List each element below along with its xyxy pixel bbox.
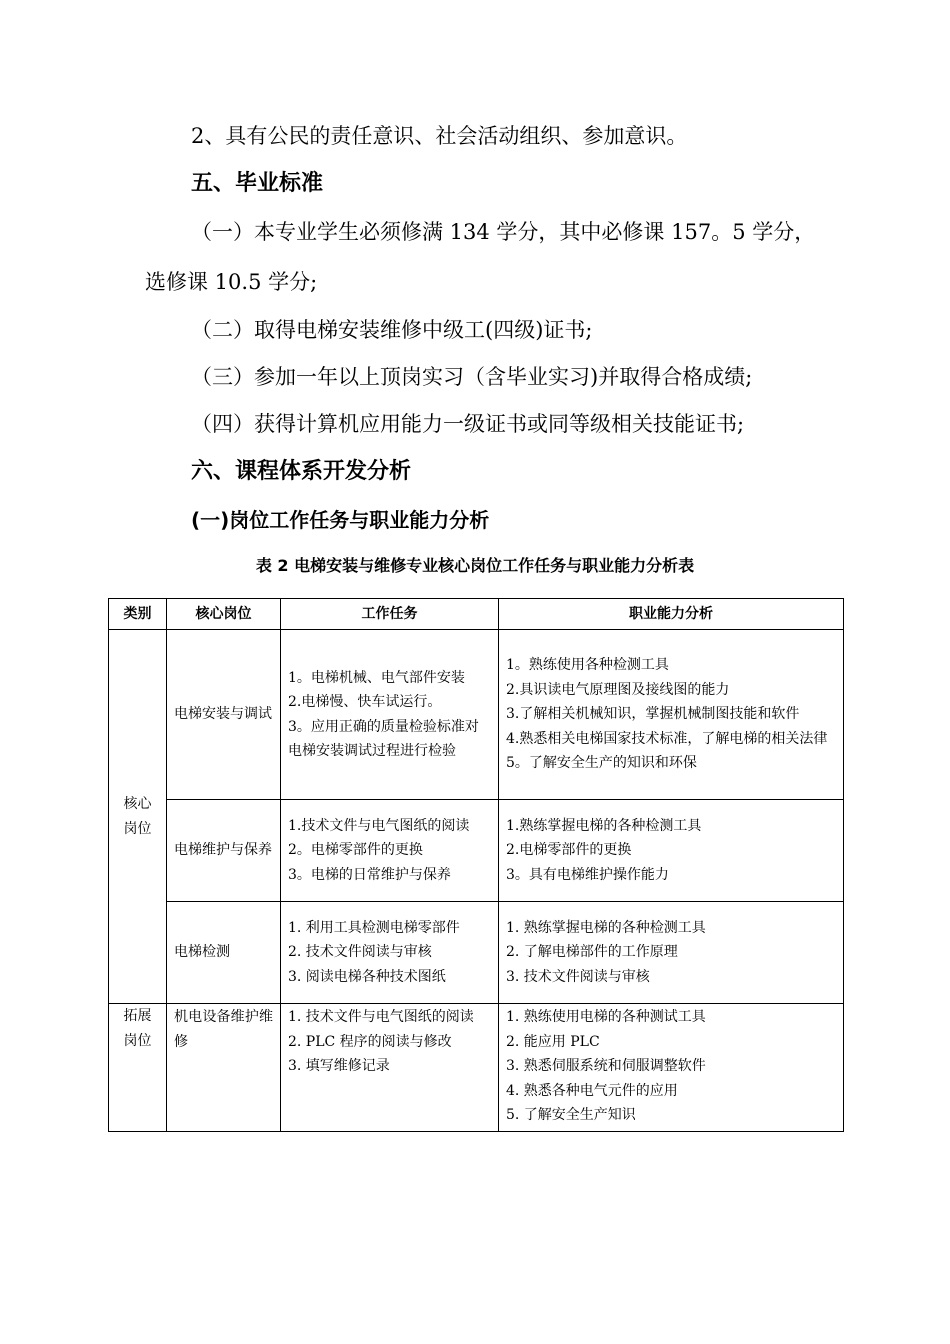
abilities-maintenance (499, 800, 844, 902)
ability-item: 2.具识读电气原理图及接线图的能力 (506, 681, 730, 698)
header-tasks: 工作任务 (281, 599, 499, 630)
post-installation: 电梯安装与调试 (167, 630, 281, 800)
task-item: 2.电梯慢、快车试运行。 (288, 694, 442, 710)
tasks-maintenance (281, 800, 499, 902)
table-caption: 表 2 电梯安装与维修专业核心岗位工作任务与职业能力分析表 (255, 556, 695, 575)
ability-item: 2. 能应用 PLC (506, 1033, 600, 1050)
task-item: 1。电梯机械、电气部件安装 (288, 669, 465, 686)
table-row (109, 630, 844, 800)
ability-item: 4. 熟悉各种电气元件的应用 (506, 1082, 678, 1099)
ability-item: 2. 了解电梯部件的工作原理 (506, 944, 678, 961)
table-row (109, 1004, 844, 1132)
analysis-table (108, 598, 844, 1132)
category-core-line2: 岗位 (123, 820, 152, 837)
paragraph-computer-cert: （四）获得计算机应用能力一级证书或同等级相关技能证书; (191, 412, 745, 436)
ability-item: 1.熟练掌握电梯的各种检测工具 (506, 817, 702, 834)
task-item: 1. 技术文件与电气图纸的阅读 (288, 1009, 474, 1025)
abilities-equipment (499, 1004, 844, 1132)
task-item: 1.技术文件与电气图纸的阅读 (288, 817, 470, 834)
ability-item: 3. 技术文件阅读与审核 (506, 968, 650, 985)
ability-item: 1。熟练使用各种检测工具 (506, 657, 669, 674)
paragraph-civic-awareness: 2、具有公民的责任意识、社会活动组织、参加意识。 (191, 124, 688, 148)
section-heading-graduation: 五、毕业标准 (191, 171, 324, 196)
category-core (109, 630, 167, 1004)
post-inspection: 电梯检测 (167, 902, 281, 1004)
section-heading-curriculum: 六、课程体系开发分析 (191, 459, 412, 484)
paragraph-certificate: （二）取得电梯安装维修中级工(四级)证书; (191, 318, 593, 342)
category-extended-line1: 拓展 (123, 1008, 152, 1024)
category-core-line1: 核心 (123, 796, 152, 812)
ability-item: 4.熟悉相关电梯国家技术标准，了解电梯的相关法律 (506, 730, 828, 747)
ability-item: 5. 了解安全生产知识 (506, 1107, 636, 1123)
category-extended-line2: 岗位 (123, 1032, 152, 1049)
header-abilities: 职业能力分析 (499, 599, 844, 630)
table-row (109, 800, 844, 902)
post-maintenance: 电梯维护与保养 (167, 800, 281, 902)
table-header-row (109, 599, 844, 630)
task-item: 2. PLC 程序的阅读与修改 (288, 1033, 452, 1050)
post-equipment: 机电设备维护维修 (167, 1004, 281, 1132)
paragraph-credits-line2: 选修课 10.5 学分; (145, 270, 318, 294)
task-item: 2。电梯零部件的更换 (288, 842, 423, 859)
ability-item: 1. 熟练掌握电梯的各种检测工具 (506, 919, 706, 936)
tasks-inspection (281, 902, 499, 1004)
ability-item: 2.电梯零部件的更换 (506, 842, 632, 859)
task-item: 1. 利用工具检测电梯零部件 (288, 919, 460, 936)
subsection-heading-tasks: (一)岗位工作任务与职业能力分析 (191, 508, 490, 532)
tasks-equipment (281, 1004, 499, 1132)
paragraph-credits-line1: （一）本专业学生必须修满 134 学分，其中必修课 157。5 学分， (191, 220, 816, 244)
tasks-installation (281, 630, 499, 800)
task-item: 2. 技术文件阅读与审核 (288, 944, 432, 961)
ability-item: 3.了解相关机械知识，掌握机械制图技能和软件 (506, 706, 800, 723)
header-post: 核心岗位 (167, 599, 281, 630)
ability-item: 5。了解安全生产的知识和环保 (506, 755, 697, 772)
category-extended (109, 1004, 167, 1132)
task-item: 3. 阅读电梯各种技术图纸 (288, 968, 446, 985)
paragraph-internship: （三）参加一年以上顶岗实习（含毕业实习)并取得合格成绩; (191, 365, 753, 389)
task-item: 3. 填写维修记录 (288, 1058, 390, 1074)
ability-item: 1. 熟练使用电梯的各种测试工具 (506, 1009, 706, 1025)
abilities-inspection (499, 902, 844, 1004)
task-item: 3。应用正确的质量检验标准对电梯安装调试过程进行检验 (288, 718, 479, 759)
table-row (109, 902, 844, 1004)
task-item: 3。电梯的日常维护与保养 (288, 866, 451, 883)
header-category: 类别 (109, 599, 167, 630)
abilities-installation (499, 630, 844, 800)
ability-item: 3. 熟悉伺服系统和伺服调整软件 (506, 1058, 706, 1074)
ability-item: 3。具有电梯维护操作能力 (506, 866, 669, 883)
